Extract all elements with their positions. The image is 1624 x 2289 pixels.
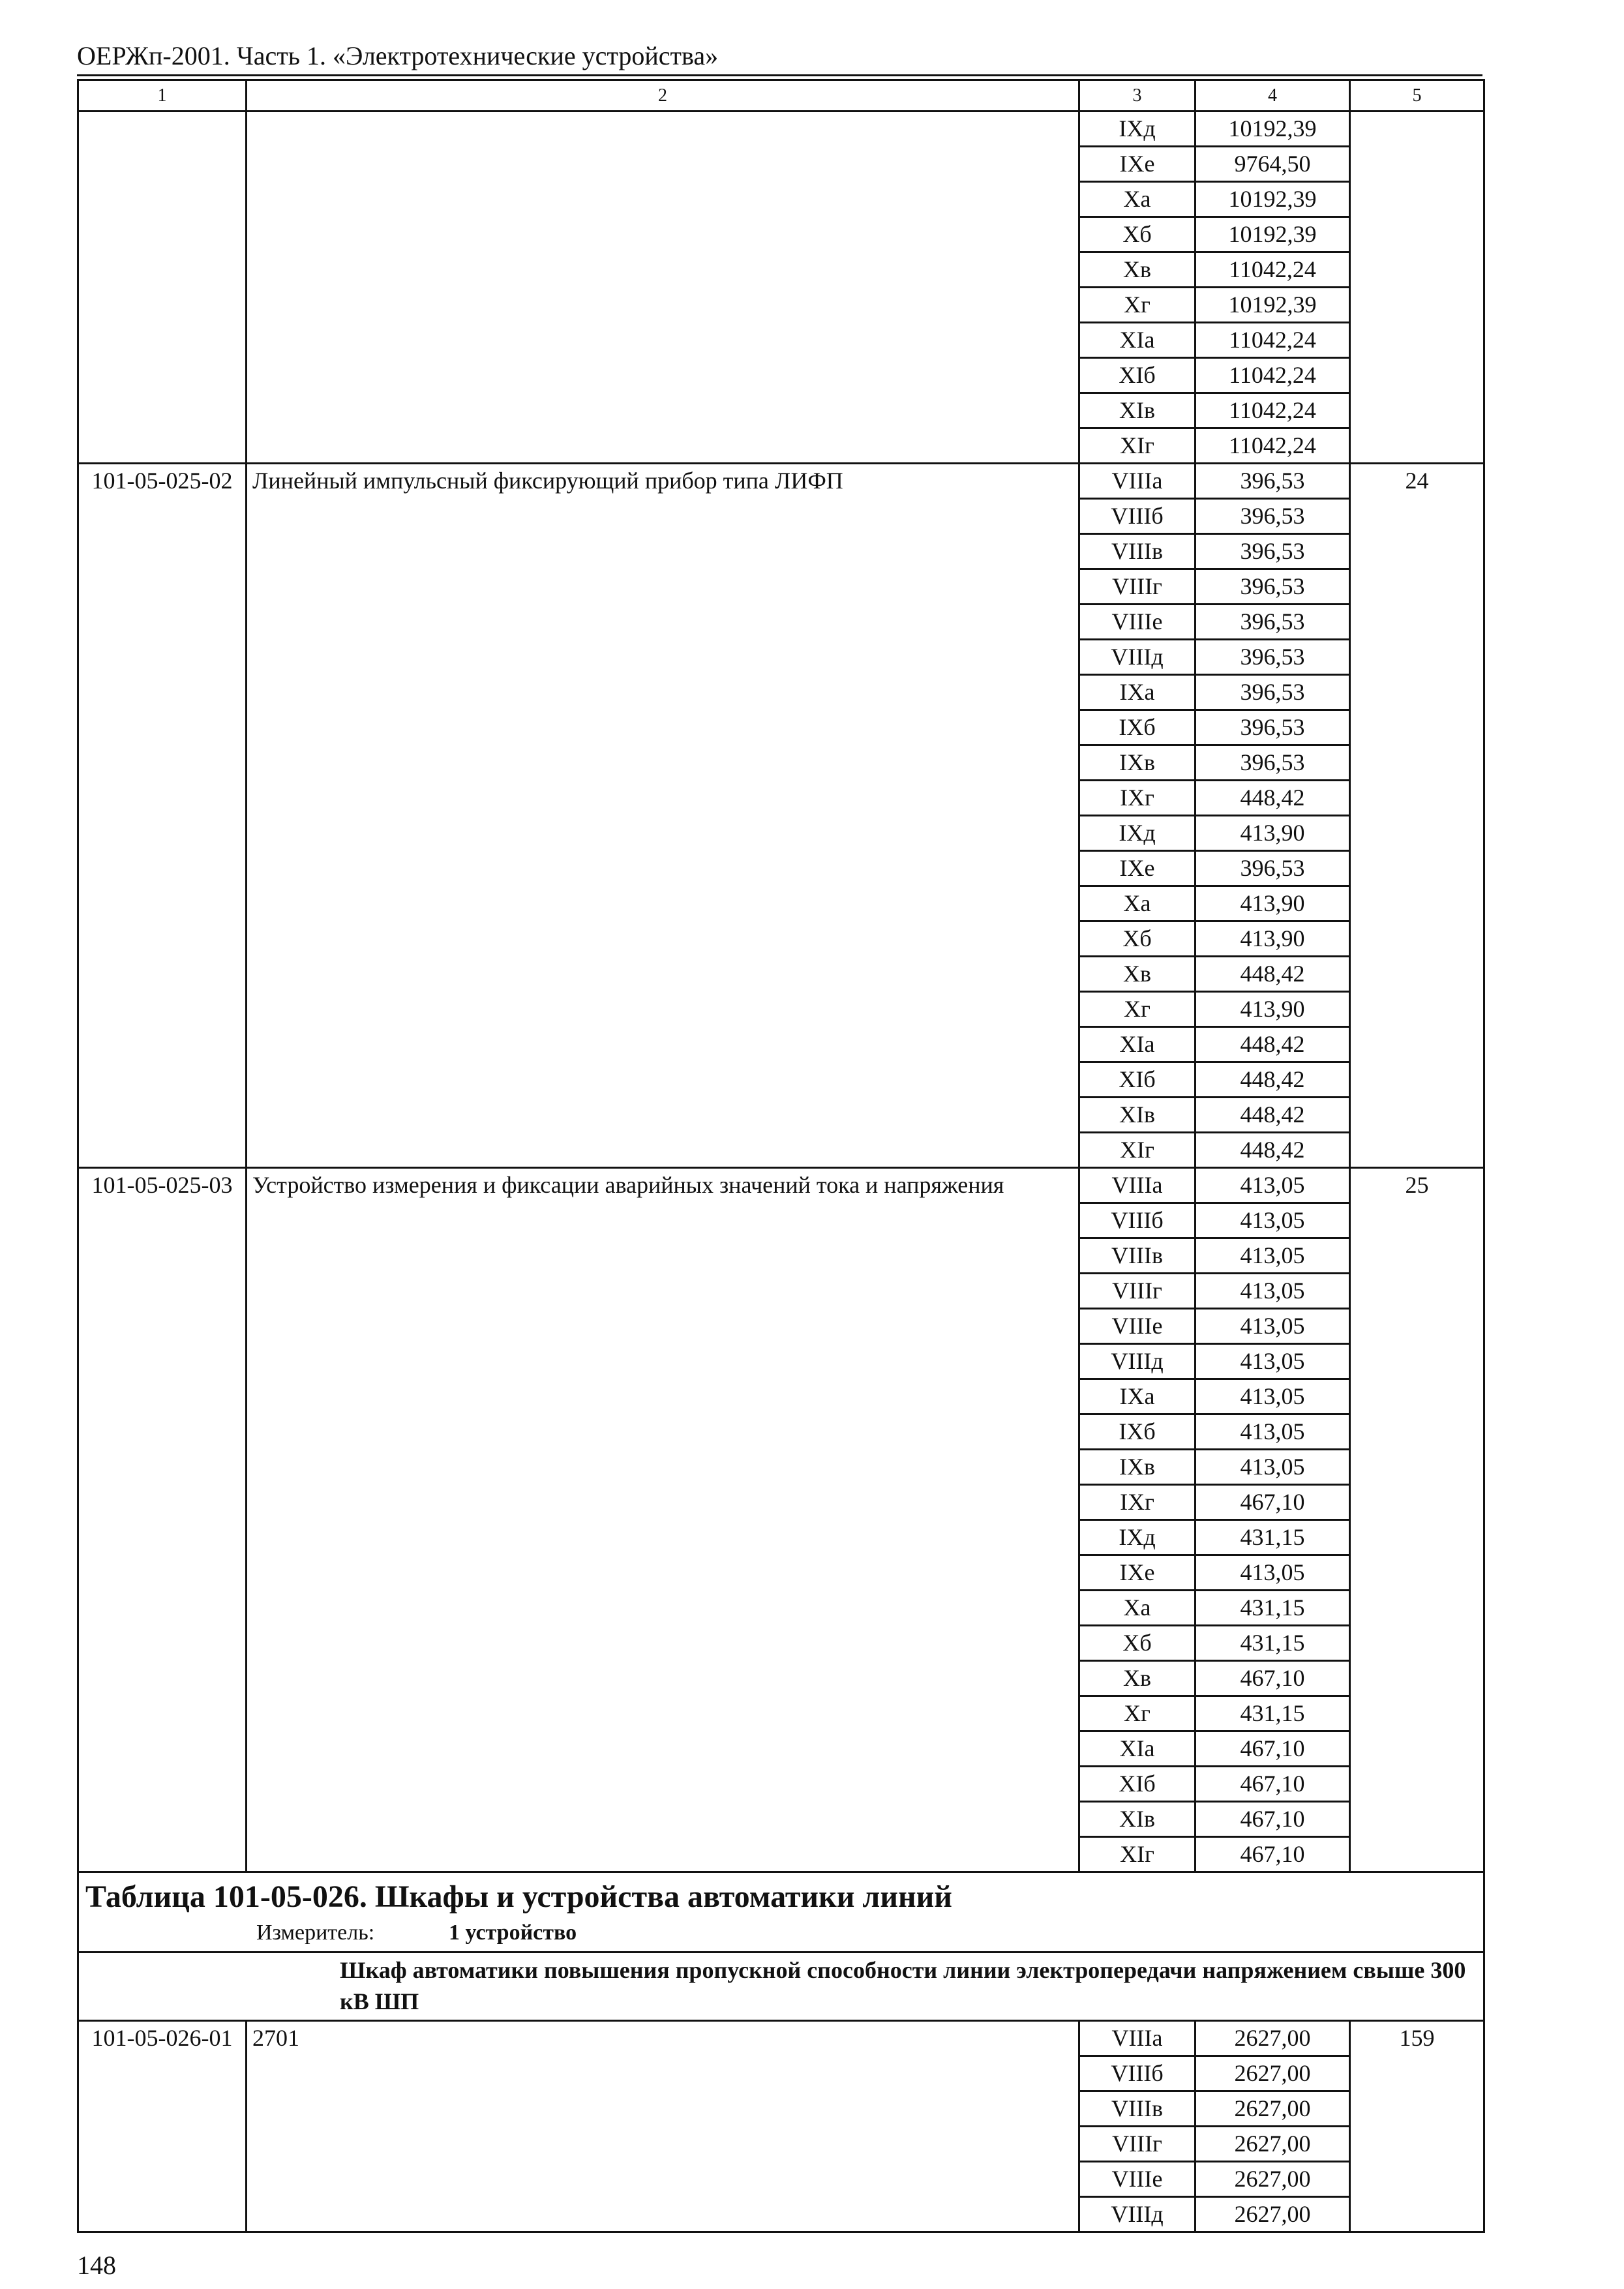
price-cell: 413,05	[1195, 1238, 1350, 1274]
zone-cell: VIIIг	[1079, 569, 1195, 605]
price-cell: 11042,24	[1195, 393, 1350, 428]
price-cell: 413,90	[1195, 992, 1350, 1027]
table-title: Таблица 101-05-026. Шкафы и устройства автоматики линий	[85, 1879, 952, 1914]
price-cell: 431,15	[1195, 1696, 1350, 1731]
column-5-cell: 159	[1350, 2021, 1484, 2232]
price-cell: 413,05	[1195, 1203, 1350, 1238]
measure-unit-line	[85, 1917, 1477, 1949]
rates-table-body	[78, 80, 1484, 2232]
rate-code-cell: 101-05-025-03	[78, 1168, 247, 1872]
zone-cell: IXа	[1079, 675, 1195, 710]
price-cell: 2627,00	[1195, 2162, 1350, 2197]
price-cell: 448,42	[1195, 1133, 1350, 1168]
zone-cell: Xв	[1079, 957, 1195, 992]
header-rule	[77, 74, 1482, 76]
zone-cell: Xв	[1079, 1661, 1195, 1696]
price-cell: 396,53	[1195, 675, 1350, 710]
zone-cell: Xа	[1079, 1591, 1195, 1626]
price-cell: 396,53	[1195, 851, 1350, 886]
price-cell: 396,53	[1195, 464, 1350, 499]
zone-cell: XIб	[1079, 1767, 1195, 1802]
zone-cell: VIIIе	[1079, 1309, 1195, 1344]
zone-cell: VIIIб	[1079, 499, 1195, 534]
zone-cell: XIг	[1079, 1133, 1195, 1168]
zone-cell: VIIIд	[1079, 2197, 1195, 2232]
price-cell: 413,05	[1195, 1450, 1350, 1485]
zone-cell: VIIIе	[1079, 2162, 1195, 2197]
price-cell: 431,15	[1195, 1591, 1350, 1626]
table-row	[78, 2021, 1484, 2056]
price-cell: 467,10	[1195, 1661, 1350, 1696]
zone-cell: VIIIа	[1079, 2021, 1195, 2056]
price-cell: 413,90	[1195, 921, 1350, 957]
price-cell: 2627,00	[1195, 2127, 1350, 2162]
zone-cell: IXд	[1079, 816, 1195, 851]
zone-cell: VIIIв	[1079, 1238, 1195, 1274]
zone-cell: VIIIе	[1079, 605, 1195, 640]
section-title: Шкаф автоматики повышения пропускной способности линии электропередачи напряжением свыше 300 кВ ШП	[78, 1952, 1484, 2021]
zone-cell: Xб	[1079, 217, 1195, 252]
price-cell: 431,15	[1195, 1626, 1350, 1661]
zone-cell: XIб	[1079, 358, 1195, 393]
column-number: 4	[1195, 80, 1350, 112]
zone-cell: VIIIд	[1079, 1344, 1195, 1379]
zone-cell: VIIIб	[1079, 1203, 1195, 1238]
price-cell: 10192,39	[1195, 288, 1350, 323]
zone-cell: Xб	[1079, 921, 1195, 957]
price-cell: 431,15	[1195, 1520, 1350, 1555]
price-cell: 413,05	[1195, 1379, 1350, 1414]
price-cell: 396,53	[1195, 710, 1350, 745]
zone-cell: Xа	[1079, 886, 1195, 921]
price-cell: 396,53	[1195, 569, 1350, 605]
price-cell: 413,05	[1195, 1344, 1350, 1379]
column-number: 5	[1350, 80, 1484, 112]
price-cell: 448,42	[1195, 1062, 1350, 1098]
price-cell: 396,53	[1195, 605, 1350, 640]
zone-cell: XIг	[1079, 428, 1195, 464]
price-cell: 413,05	[1195, 1555, 1350, 1591]
price-cell: 413,05	[1195, 1309, 1350, 1344]
price-cell: 396,53	[1195, 745, 1350, 781]
zone-cell: XIа	[1079, 323, 1195, 358]
rate-code-cell: 101-05-026-01	[78, 2021, 247, 2232]
price-cell: 11042,24	[1195, 252, 1350, 288]
table-row	[78, 464, 1484, 499]
zone-cell: IXг	[1079, 781, 1195, 816]
document-header: ОЕРЖп-2001. Часть 1. «Электротехнические устройства»	[77, 41, 719, 70]
price-cell: 448,42	[1195, 957, 1350, 992]
section-title-row	[78, 1952, 1484, 2021]
rate-name-cell: 2701	[247, 2021, 1079, 2232]
price-cell: 396,53	[1195, 499, 1350, 534]
zone-cell: VIIIг	[1079, 1274, 1195, 1309]
rate-code-cell	[78, 112, 247, 464]
column-number-row	[78, 80, 1484, 112]
column-5-cell: 24	[1350, 464, 1484, 1168]
price-cell: 2627,00	[1195, 2197, 1350, 2232]
price-cell: 396,53	[1195, 534, 1350, 569]
zone-cell: IXе	[1079, 1555, 1195, 1591]
price-cell: 413,05	[1195, 1274, 1350, 1309]
zone-cell: XIв	[1079, 1098, 1195, 1133]
price-cell: 2627,00	[1195, 2056, 1350, 2091]
zone-cell: VIIIа	[1079, 1168, 1195, 1203]
zone-cell: Xб	[1079, 1626, 1195, 1661]
price-cell: 11042,24	[1195, 428, 1350, 464]
zone-cell: XIа	[1079, 1027, 1195, 1062]
price-cell: 467,10	[1195, 1767, 1350, 1802]
zone-cell: VIIIд	[1079, 640, 1195, 675]
price-cell: 11042,24	[1195, 358, 1350, 393]
zone-cell: Xа	[1079, 182, 1195, 217]
zone-cell: IXб	[1079, 1414, 1195, 1450]
zone-cell: Xг	[1079, 288, 1195, 323]
rate-code-cell: 101-05-025-02	[78, 464, 247, 1168]
zone-cell: VIIIг	[1079, 2127, 1195, 2162]
price-cell: 413,90	[1195, 886, 1350, 921]
measure-value: 1 устройство	[449, 1921, 577, 1945]
rate-name-cell: Линейный импульсный фиксирующий прибор типа ЛИФП	[247, 464, 1079, 1168]
page-number: 148	[77, 2251, 116, 2280]
rates-table	[77, 79, 1485, 2233]
price-cell: 11042,24	[1195, 323, 1350, 358]
zone-cell: VIIIб	[1079, 2056, 1195, 2091]
zone-cell: XIа	[1079, 1731, 1195, 1767]
price-cell: 448,42	[1195, 781, 1350, 816]
price-cell: 9764,50	[1195, 147, 1350, 182]
zone-cell: Xв	[1079, 252, 1195, 288]
column-number: 3	[1079, 80, 1195, 112]
zone-cell: VIIIа	[1079, 464, 1195, 499]
price-cell: 10192,39	[1195, 112, 1350, 147]
zone-cell: XIв	[1079, 1802, 1195, 1837]
price-cell: 396,53	[1195, 640, 1350, 675]
measure-label: Измеритель:	[256, 1921, 375, 1945]
price-cell: 10192,39	[1195, 182, 1350, 217]
price-cell: 467,10	[1195, 1837, 1350, 1872]
rate-name-cell	[247, 112, 1079, 464]
zone-cell: IXе	[1079, 147, 1195, 182]
price-cell: 413,05	[1195, 1168, 1350, 1203]
zone-cell: XIв	[1079, 393, 1195, 428]
rate-name-cell: Устройство измерения и фиксации аварийных значений тока и напряжения	[247, 1168, 1079, 1872]
price-cell: 448,42	[1195, 1027, 1350, 1062]
price-cell: 10192,39	[1195, 217, 1350, 252]
zone-cell: Xг	[1079, 992, 1195, 1027]
zone-cell: IXд	[1079, 112, 1195, 147]
zone-cell: XIг	[1079, 1837, 1195, 1872]
price-cell: 448,42	[1195, 1098, 1350, 1133]
zone-cell: VIIIв	[1079, 534, 1195, 569]
price-cell: 2627,00	[1195, 2021, 1350, 2056]
price-cell: 2627,00	[1195, 2091, 1350, 2127]
zone-cell: IXа	[1079, 1379, 1195, 1414]
zone-cell: IXб	[1079, 710, 1195, 745]
zone-cell: IXд	[1079, 1520, 1195, 1555]
column-5-cell: 25	[1350, 1168, 1484, 1872]
zone-cell: IXв	[1079, 1450, 1195, 1485]
price-cell: 467,10	[1195, 1731, 1350, 1767]
table-row	[78, 112, 1484, 147]
zone-cell: VIIIв	[1079, 2091, 1195, 2127]
price-cell: 413,05	[1195, 1414, 1350, 1450]
zone-cell: IXв	[1079, 745, 1195, 781]
price-cell: 467,10	[1195, 1802, 1350, 1837]
table-row	[78, 1168, 1484, 1203]
column-number: 1	[78, 80, 247, 112]
column-5-cell	[1350, 112, 1484, 464]
zone-cell: Xг	[1079, 1696, 1195, 1731]
zone-cell: IXг	[1079, 1485, 1195, 1520]
table-title-cell	[78, 1872, 1484, 1952]
zone-cell: XIб	[1079, 1062, 1195, 1098]
zone-cell: IXе	[1079, 851, 1195, 886]
price-cell: 413,90	[1195, 816, 1350, 851]
table-title-row	[78, 1872, 1484, 1952]
column-number: 2	[247, 80, 1079, 112]
price-cell: 467,10	[1195, 1485, 1350, 1520]
